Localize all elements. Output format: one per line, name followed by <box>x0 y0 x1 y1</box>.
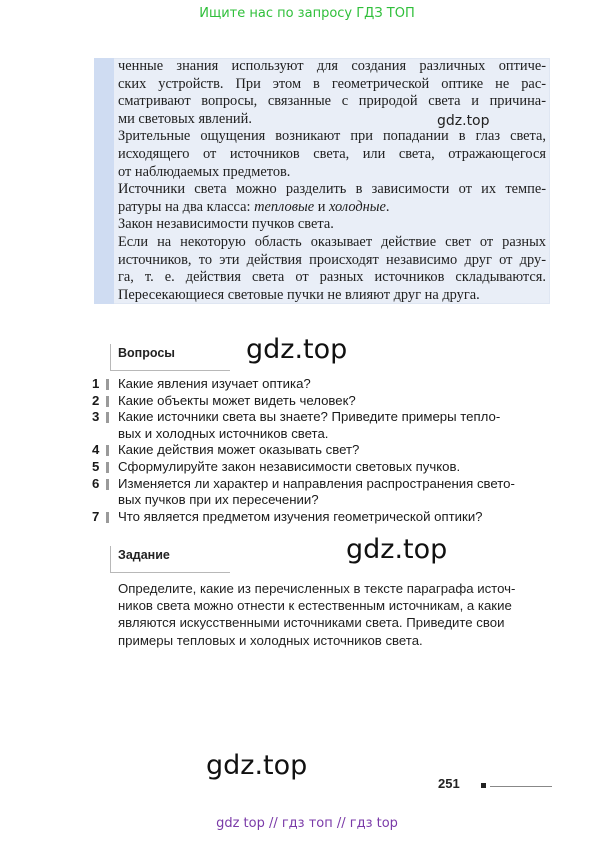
question-text <box>118 459 552 476</box>
question-text <box>118 476 552 509</box>
question-marker <box>106 379 109 390</box>
summary-accent-bar <box>94 58 114 304</box>
question-item <box>92 459 552 476</box>
question-text <box>118 376 552 393</box>
questions-heading-rule-horizontal <box>110 370 230 371</box>
task-line: ников света можно отнести к естественным источникам, а какие <box>118 598 512 614</box>
task-heading-rule-vertical <box>110 546 111 572</box>
page-number: 251 <box>438 776 460 791</box>
questions-list <box>92 376 552 525</box>
task-line: Определите, какие из перечисленных в тексте параграфа источ- <box>118 581 516 596</box>
question-line: Изменяется ли характер и направления распространения свето- <box>118 475 515 491</box>
question-line: Что является предметом изучения геометрической оптики? <box>118 508 483 524</box>
summary-line: источников, то эти действия происходят независимо друг от дру- <box>118 251 546 268</box>
question-marker <box>106 462 109 473</box>
summary-line: сматривают вопросы, связанные с природой света и причина- <box>118 93 546 110</box>
question-item <box>92 376 552 393</box>
summary-line-classes <box>118 199 546 217</box>
question-marker <box>106 512 109 523</box>
questions-heading-rule-vertical <box>110 344 111 370</box>
question-item <box>92 509 552 526</box>
summary-line: Пересекающиеся световые пучки не влияют друг на друга. <box>118 286 480 303</box>
task-heading: Задание <box>118 548 170 562</box>
question-item <box>92 393 552 410</box>
period: . <box>385 198 390 215</box>
task-line: примеры тепловых и холодных источников света. <box>118 632 423 648</box>
question-line: Какие явления изучает оптика? <box>118 376 311 391</box>
page-number-marker <box>481 783 486 788</box>
summary-line: ми световых явлений. <box>118 110 252 127</box>
summary-line: ских устройств. При этом в геометрической оптике не рас- <box>118 75 546 92</box>
question-marker <box>106 412 109 423</box>
summary-line: Зрительные ощущения возникают при попадании в глаз света, <box>118 128 546 145</box>
question-text <box>118 509 552 526</box>
question-line: вых и холодных источников света. <box>118 425 329 441</box>
question-line: Какие объекты может видеть человек? <box>118 392 356 408</box>
summary-line: Если на некоторую область оказывает действие свет от разных <box>118 233 546 250</box>
question-marker <box>106 445 109 456</box>
question-number: 6 <box>92 475 100 491</box>
page-number-rule <box>490 786 552 787</box>
question-line: Какие источники света вы знаете? Приведите примеры тепло- <box>118 409 501 425</box>
question-number: 1 <box>92 376 100 391</box>
question-text <box>118 393 552 410</box>
question-number: 5 <box>92 458 100 474</box>
term-thermal: тепловые <box>254 198 315 215</box>
top-banner[interactable]: Ищите нас по запросу ГДЗ ТОП <box>199 6 415 21</box>
question-line: Какие действия может оказывать свет? <box>118 442 360 458</box>
summary-line: Источники света можно разделить в зависимости от их темпе- <box>118 181 546 198</box>
summary-line: от наблюдаемых предметов. <box>118 163 291 180</box>
summary-line: га, т. е. действия света от разных источников складываются. <box>118 269 546 286</box>
watermark-big-2: gdz.top <box>346 534 448 565</box>
question-line: Сформулируйте закон независимости световых пучков. <box>118 458 461 474</box>
watermark-big-1: gdz.top <box>246 334 348 365</box>
summary-text <box>118 58 546 304</box>
question-item <box>92 409 552 442</box>
question-number: 3 <box>92 409 100 425</box>
question-marker <box>106 479 109 490</box>
summary-text-run: ратуры на два класса: <box>118 198 251 215</box>
task-line: являются искусственными источниками света. Приведите свои <box>118 615 505 631</box>
question-item <box>92 442 552 459</box>
question-text <box>118 442 552 459</box>
watermark-small: gdz.top <box>437 113 490 129</box>
summary-line: исходящего от источников света, или света, отражающегося <box>118 145 546 162</box>
questions-heading: Вопросы <box>118 346 175 360</box>
task-text <box>118 580 552 649</box>
term-cold: холодные <box>329 198 386 215</box>
bottom-banner[interactable]: gdz top // гдз топ // гдз top <box>216 816 398 831</box>
question-marker <box>106 396 109 407</box>
question-line: вых пучков при их пересечении? <box>118 492 319 508</box>
question-number: 2 <box>92 392 100 408</box>
question-item <box>92 476 552 509</box>
question-number: 7 <box>92 508 100 524</box>
summary-line: ченные знания используют для создания различных оптиче- <box>118 58 546 74</box>
conjunction: и <box>317 198 326 215</box>
task-heading-rule-horizontal <box>110 572 230 573</box>
question-number: 4 <box>92 442 100 458</box>
watermark-big-3: gdz.top <box>206 750 308 781</box>
question-text <box>118 409 552 442</box>
summary-line: Закон независимости пучков света. <box>118 216 334 233</box>
